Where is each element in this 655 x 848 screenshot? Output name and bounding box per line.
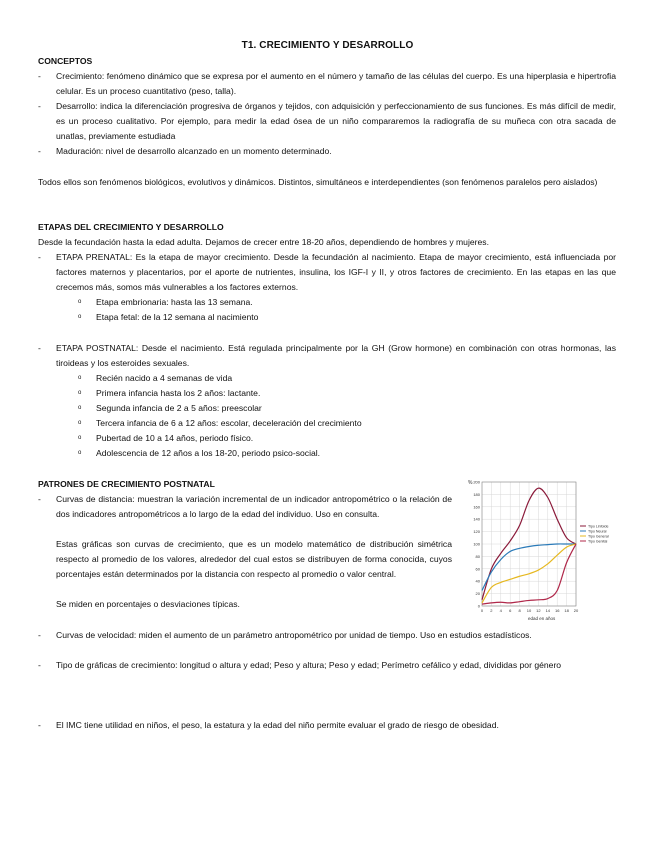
x-tick-label: 18 — [564, 608, 569, 613]
curvas-distancia-detalle: Estas gráficas son curvas de crecimiento, que es un modelo matemático de distribución simétrica respecto al promedio de los valores, alrededor del cual estos se distribuyen de forma conocida, cuyos porcentajes están determinados por la distancia con respecto al promedio o valor central. — [56, 539, 452, 579]
prenatal-sub-item: Etapa embrionaria: hasta las 13 semana. — [96, 297, 253, 307]
bullet-dash: - — [38, 71, 41, 81]
x-tick-label: 0 — [480, 608, 484, 613]
bullet-dash: - — [38, 343, 41, 353]
y-tick-label: 80 — [475, 553, 480, 559]
x-tick-label: 2 — [490, 608, 493, 613]
etapa-prenatal: ETAPA PRENATAL: Es la etapa de mayor crecimiento. Desde la fecundación al nacimiento. Etapa de mayor crecimiento, está influenciada por factores maternos y placentarios, por el aporte de nutrientes, insulina, los IGF-I y II, y otros factores de crecimiento. En las etapas en las que crecemos más, somos más vulnerables a los factores externos. — [56, 252, 616, 292]
curvas-distancia: Curvas de distancia: muestran la variación incremental de un indicador antropométrico o la relación de dos indicadores antropométricos a lo largo de la edad del individuo. Uso en consulta. — [56, 494, 452, 519]
curvas-distancia-medida: Se miden en porcentajes o desviaciones típicas. — [56, 599, 240, 609]
growth-curves-chart — [462, 474, 622, 622]
postnatal-sub-item: Pubertad de 10 a 14 años, periodo físico. — [96, 433, 254, 443]
x-tick-label: 8 — [518, 608, 521, 613]
bullet-circle: o — [78, 405, 82, 411]
legend-label-tipo-genital: Tipo Genital — [588, 539, 608, 544]
legend-label-tipo-neural: Tipo Neural — [588, 529, 607, 534]
concept-crecimiento: Crecimiento: fenómeno dinámico que se expresa por el aumento en el número y tamaño de las células del cuerpo. Es una hiperplasia e hipertrofia celular. Es un proceso cuantitativo (peso, talla). — [56, 71, 616, 96]
y-tick-label: 100 — [473, 541, 480, 547]
x-tick-label: 4 — [499, 608, 502, 613]
y-tick-label: 140 — [473, 516, 480, 522]
x-tick-label: 12 — [536, 608, 541, 613]
bullet-circle: o — [78, 375, 82, 381]
bullet-dash: - — [38, 660, 41, 670]
conceptos-heading: CONCEPTOS — [38, 56, 93, 66]
y-tick-label: 60 — [475, 566, 480, 572]
patrones-heading: PATRONES DE CRECIMIENTO POSTNATAL — [38, 479, 215, 489]
postnatal-sub-item: Recién nacido a 4 semanas de vida — [96, 373, 233, 383]
postnatal-sub-item: Adolescencia de 12 años a los 18-20, periodo psico-social. — [96, 448, 321, 458]
y-tick-label: 20 — [475, 591, 480, 597]
etapa-postnatal: ETAPA POSTNATAL: Desde el nacimiento. Está regulada principalmente por la GH (Grow hormone) en combinación con otras hormonas, las tiroideas y los esteroides sexuales. — [56, 343, 616, 368]
conceptos-summary: Todos ellos son fenómenos biológicos, evolutivos y dinámicos. Distintos, simultáneos e interdependientes (son fenómenos paralelos pero aislados) — [38, 177, 598, 187]
bullet-circle: o — [78, 390, 82, 396]
legend-label-tipo-linfoide: Tipo Linfoide — [588, 524, 609, 529]
y-tick-label: 160 — [473, 504, 480, 510]
bullet-circle: o — [78, 420, 82, 426]
document-title: T1. CRECIMIENTO Y DESARROLLO — [241, 40, 414, 51]
bullet-dash: - — [38, 494, 41, 504]
chart-xlabel: edad en años — [528, 616, 556, 621]
concept-maduracion: Maduración: nivel de desarrollo alcanzado en un momento determinado. — [56, 146, 332, 156]
bullet-dash: - — [38, 720, 41, 730]
y-tick-label: 200 — [473, 479, 480, 485]
concept-desarrollo: Desarrollo: indica la diferenciación progresiva de órganos y tejidos, con adquisición y perfeccionamiento de sus funciones. Es más difícil de medir, es un proceso cualitativo. Por ejemplo, para medir la edad ósea de un niño compararemos la radiografía de su muñeca con otra sacada de unatlas, previamente estudiada — [56, 101, 616, 141]
legend-label-tipo-general: Tipo General — [588, 534, 609, 539]
x-tick-label: 10 — [526, 608, 532, 613]
bullet-circle: o — [78, 314, 82, 320]
x-tick-label: 20 — [573, 608, 579, 613]
y-tick-label: 40 — [475, 578, 480, 584]
imc-text: El IMC tiene utilidad en niños, el peso, la estatura y la edad del niño permite evaluar el grado de riesgo de obesidad. — [56, 720, 499, 730]
tipos-graficas: Tipo de gráficas de crecimiento: longitud o altura y edad; Peso y altura; Peso y edad; Perímetro cefálico y edad, divididas por género — [56, 660, 562, 670]
x-tick-label: 6 — [509, 608, 512, 613]
bullet-circle: o — [78, 435, 82, 441]
bullet-dash: - — [38, 146, 41, 156]
bullet-dash: - — [38, 101, 41, 111]
postnatal-sub-item: Segunda infancia de 2 a 5 años: preescolar — [96, 403, 262, 413]
y-tick-label: 180 — [473, 491, 480, 497]
prenatal-sub-item: Etapa fetal: de la 12 semana al nacimiento — [96, 312, 259, 322]
bullet-dash: - — [38, 252, 41, 262]
y-tick-label: 120 — [473, 529, 480, 535]
x-tick-label: 16 — [554, 608, 560, 613]
etapas-intro: Desde la fecundación hasta la edad adulta. Dejamos de crecer entre 18-20 años, dependiendo de hombres y mujeres. — [38, 237, 489, 247]
postnatal-sub-item: Primera infancia hasta los 2 años: lactante. — [96, 388, 261, 398]
y-tick-label: 0 — [477, 603, 480, 609]
x-tick-label: 14 — [545, 608, 551, 613]
chart-ylabel: % — [468, 480, 473, 486]
bullet-circle: o — [78, 299, 82, 305]
curvas-velocidad: Curvas de velocidad: miden el aumento de un parámetro antropométrico por unidad de tiempo. Uso en estudios estadísticos. — [56, 630, 532, 640]
postnatal-sub-item: Tercera infancia de 6 a 12 años: escolar, deceleración del crecimiento — [96, 418, 362, 428]
etapas-heading: ETAPAS DEL CRECIMIENTO Y DESARROLLO — [38, 222, 224, 232]
bullet-dash: - — [38, 630, 41, 640]
bullet-circle: o — [78, 450, 82, 456]
